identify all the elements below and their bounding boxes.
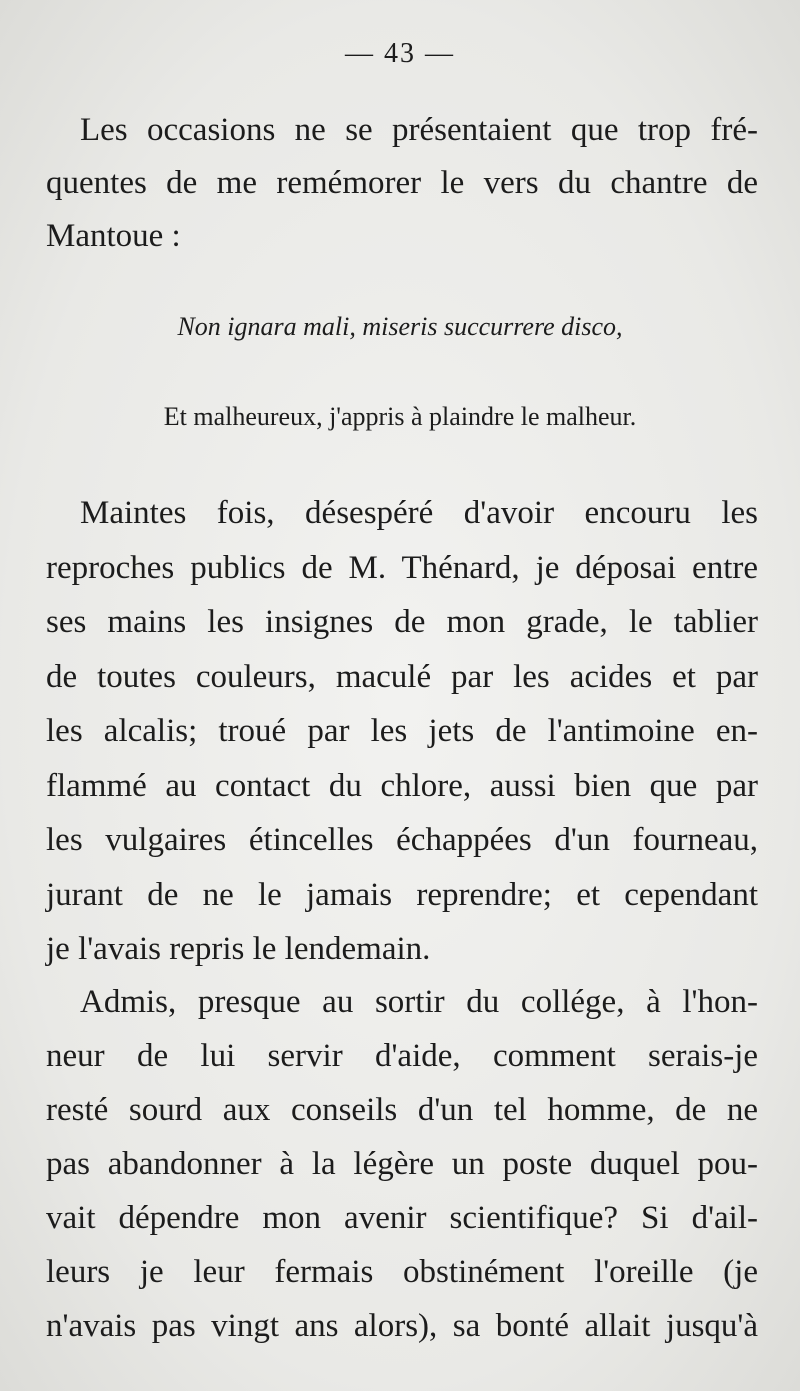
paragraph-line: reproches publics de M. Thénard, je déposai entre: [46, 549, 758, 586]
page-number: — 43 —: [345, 38, 455, 69]
paragraph-line: les vulgaires étincelles échappées d'un fourneau,: [46, 822, 758, 858]
paragraph-line: de toutes couleurs, maculé par les acides et par: [46, 658, 758, 695]
paragraph-line: neur de lui servir d'aide, comment serais-je: [46, 1038, 758, 1074]
paragraph-1: [46, 104, 758, 263]
paragraph-line: leurs je leur fermais obstinément l'oreille (je: [46, 1254, 758, 1290]
paragraph-2: [46, 486, 758, 977]
paragraph-line: Les occasions ne se présentaient que trop fré-: [80, 112, 758, 148]
paragraph-line: pas abandonner à la légère un poste duquel pou-: [46, 1146, 758, 1182]
paragraph-line: n'avais pas vingt ans alors), sa bonté allait jusqu'à: [46, 1308, 758, 1344]
paragraph-line: les alcalis; troué par les jets de l'antimoine en-: [46, 713, 758, 749]
french-verse: Et malheureux, j'appris à plaindre le malheur.: [163, 402, 637, 431]
paragraph-line: ses mains les insignes de mon grade, le tablier: [46, 604, 758, 640]
paragraph-line: quentes de me remémorer le vers du chantre de: [46, 165, 758, 201]
paragraph-line: jurant de ne le jamais reprendre; et cependant: [46, 876, 758, 913]
paragraph-line: Admis, presque au sortir du collége, à l'hon-: [80, 984, 758, 1020]
paragraph-line: je l'avais repris le lendemain.: [46, 931, 431, 967]
paragraph-line: flammé au contact du chlore, aussi bien que par: [46, 767, 758, 804]
paragraph-3: [46, 975, 758, 1353]
latin-verse: Non ignara mali, miseris succurrere disco,: [177, 312, 623, 341]
paragraph-line: vait dépendre mon avenir scientifique? Si d'ail-: [46, 1200, 758, 1236]
paragraph-line: Mantoue :: [46, 218, 181, 254]
paragraph-line: Maintes fois, désespéré d'avoir encouru les: [80, 495, 758, 531]
paragraph-line: resté sourd aux conseils d'un tel homme, de ne: [46, 1092, 758, 1128]
